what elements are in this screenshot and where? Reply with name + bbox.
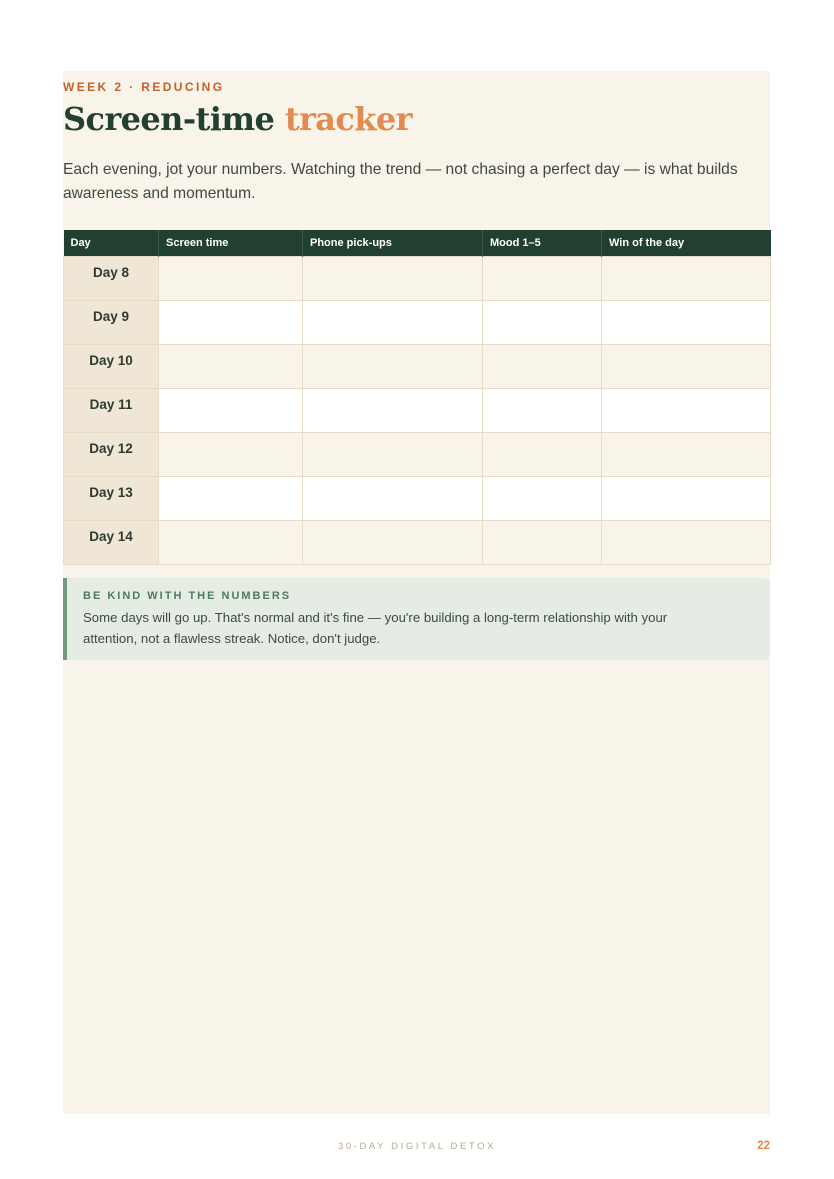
table-row [64, 389, 771, 433]
win-cell[interactable] [602, 433, 771, 477]
phone-pickups-cell[interactable] [303, 433, 483, 477]
tip-callout [63, 578, 770, 660]
win-cell[interactable] [602, 389, 771, 433]
table-row [64, 433, 771, 477]
header-day: Day [64, 230, 159, 257]
screen-time-cell[interactable] [159, 433, 303, 477]
mood-cell[interactable] [483, 521, 602, 565]
day-label: Day 13 [64, 477, 159, 521]
section-eyebrow: WEEK 2 · REDUCING [63, 80, 225, 94]
day-label: Day 14 [64, 521, 159, 565]
phone-pickups-cell[interactable] [303, 477, 483, 521]
win-cell[interactable] [602, 257, 771, 301]
screen-time-cell[interactable] [159, 257, 303, 301]
tracker-table [63, 230, 771, 565]
phone-pickups-cell[interactable] [303, 389, 483, 433]
mood-cell[interactable] [483, 389, 602, 433]
page-title [63, 99, 412, 139]
header-win-of-the-day: Win of the day [602, 230, 771, 257]
phone-pickups-cell[interactable] [303, 301, 483, 345]
table-row [64, 301, 771, 345]
phone-pickups-cell[interactable] [303, 345, 483, 389]
table-row [64, 477, 771, 521]
footer-title: 30-DAY DIGITAL DETOX [337, 1141, 497, 1152]
day-label: Day 11 [64, 389, 159, 433]
header-phone-pickups: Phone pick-ups [303, 230, 483, 257]
page-number: 22 [757, 1140, 770, 1152]
win-cell[interactable] [602, 301, 771, 345]
callout-text: Some days will go up. That's normal and it's fine — you're building a long-term relationship with your attention, not a flawless streak. Notice, don't judge. [83, 610, 668, 646]
table-header-row [64, 230, 771, 257]
win-cell[interactable] [602, 477, 771, 521]
table-row [64, 345, 771, 389]
screen-time-cell[interactable] [159, 521, 303, 565]
mood-cell[interactable] [483, 433, 602, 477]
phone-pickups-cell[interactable] [303, 257, 483, 301]
win-cell[interactable] [602, 345, 771, 389]
win-cell[interactable] [602, 521, 771, 565]
mood-cell[interactable] [483, 257, 602, 301]
header-mood: Mood 1–5 [483, 230, 602, 257]
header-screen-time: Screen time [159, 230, 303, 257]
screen-time-cell[interactable] [159, 345, 303, 389]
day-label: Day 8 [64, 257, 159, 301]
title-main: Screen-time [63, 100, 275, 138]
table-row [64, 521, 771, 565]
day-label: Day 12 [64, 433, 159, 477]
mood-cell[interactable] [483, 477, 602, 521]
screen-time-cell[interactable] [159, 301, 303, 345]
day-label: Day 10 [64, 345, 159, 389]
callout-title: BE KIND WITH THE NUMBERS [83, 590, 292, 602]
screen-time-cell[interactable] [159, 477, 303, 521]
mood-cell[interactable] [483, 301, 602, 345]
table-row [64, 257, 771, 301]
day-label: Day 9 [64, 301, 159, 345]
intro-paragraph: Each evening, jot your numbers. Watching the trend — not chasing a perfect day — is what builds awareness and momentum. [63, 161, 738, 202]
screen-time-cell[interactable] [159, 389, 303, 433]
title-accent: tracker [284, 100, 412, 138]
phone-pickups-cell[interactable] [303, 521, 483, 565]
mood-cell[interactable] [483, 345, 602, 389]
